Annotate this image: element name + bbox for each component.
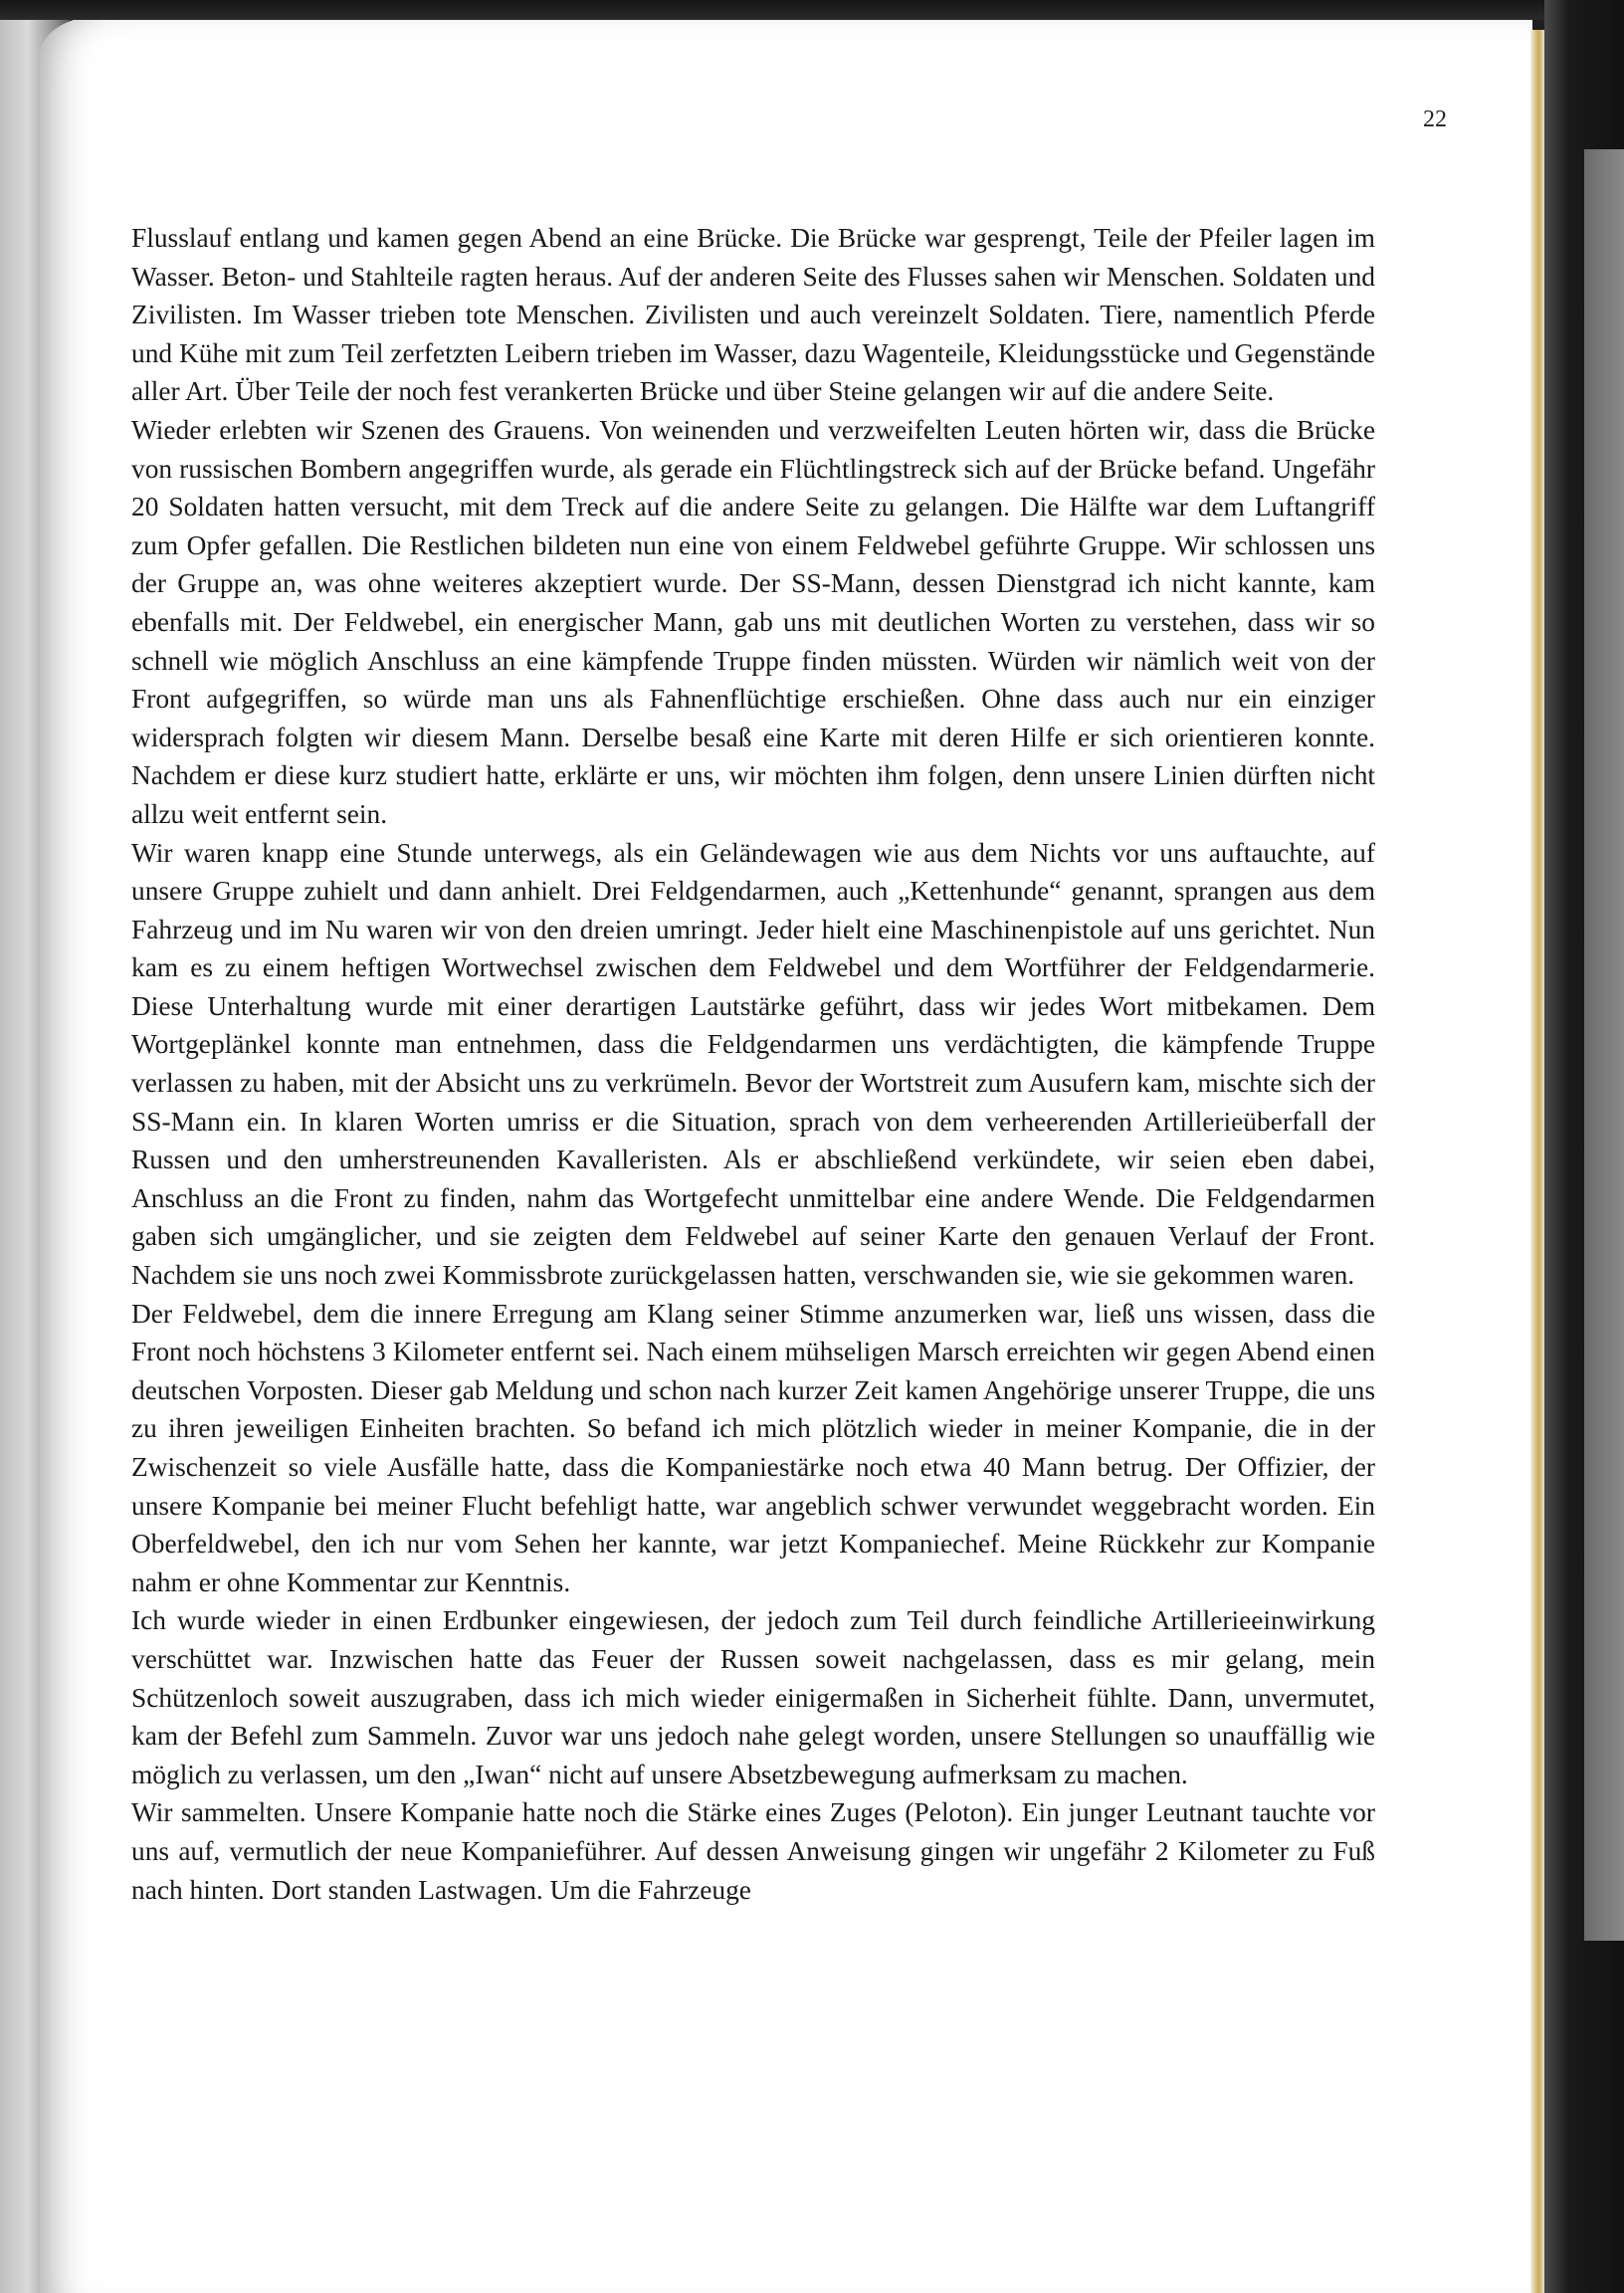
scanner-top-edge	[0, 0, 1624, 20]
page-stack-edge	[1530, 30, 1544, 2293]
paragraph: Wir sammelten. Unsere Kompanie hatte noch die Stärke eines Zuges (Peloton). Ein junger Leutnant tauchte vor uns auf, vermutlich der neue Kompanieführer. Auf dessen Anweisung gingen wir ungefähr 2 Kilometer zu Fuß nach hinten. Dort standen Lastwagen. Um die Fahrzeuge	[131, 1797, 1375, 1905]
paragraph: Der Feldwebel, dem die innere Erregung am Klang seiner Stimme anzumerken war, ließ uns wissen, dass die Front noch höchstens 3 Kilometer entfernt sei. Nach einem mühseligen Marsch erreichten wir gegen Abend einen deutschen Vorposten. Dieser gab Meldung und schon nach kurzer Zeit kamen Angehörige unserer Truppe, die uns zu ihren jeweiligen Einheiten brachten. So befand ich mich plötzlich wieder in meiner Kompanie, die in der Zwischenzeit so viele Ausfälle hatte, dass die Kompaniestärke noch etwa 40 Mann betrug. Der Offizier, der unsere Kompanie bei meiner Flucht befehligt hatte, war angeblich schwer verwundet weggebracht worden. Ein Oberfeldwebel, den ich nur vom Sehen her kannte, war jetzt Kompaniechef. Meine Rückkehr zur Kompanie nahm er ohne Kommentar zur Kenntnis.	[131, 1298, 1375, 1597]
book-cover-edge	[1584, 149, 1624, 1941]
paragraph: Wir waren knapp eine Stunde unterwegs, als ein Geländewagen wie aus dem Nichts vor uns auftauchte, auf unsere Gruppe zuhielt und dann anhielt. Drei Feldgendarmen, auch „Kettenhunde“ genannt, sprangen aus dem Fahrzeug und im Nu waren wir von den dreien umringt. Jeder hielt eine Maschinenpistole auf uns gerichtet. Nun kam es zu einem heftigen Wortwechsel zwischen dem Feldwebel und dem Wortführer der Feldgendarmerie. Diese Unterhaltung wurde mit einer derartigen Lautstärke geführt, dass wir jedes Wort mitbekamen. Dem Wortgeplänkel konnte man entnehmen, dass die Feldgendarmen uns verdächtigten, die kämpfende Truppe verlassen zu haben, mit der Absicht uns zu verkrümeln. Bevor der Wortstreit zum Ausufern kam, mischte sich der SS-Mann ein. In klaren Worten umriss er die Situation, sprach von dem verheerenden Artillerieüberfall der Russen und den umherstreunenden Kavalleristen. Als er abschließend verkündete, wir seien eben dabei, Anschluss an die Front zu finden, nahm das Wortgefecht unmittelbar eine andere Wende. Die Feldgendarmen gaben sich umgänglicher, und sie zeigten dem Feldwebel auf seiner Karte den genauen Verlauf der Front. Nachdem sie uns noch zwei Kommissbrote zurückgelassen hatten, verschwanden sie, wie sie gekommen waren.	[131, 837, 1375, 1291]
paragraph: Ich wurde wieder in einen Erdbunker eingewiesen, der jedoch zum Teil durch feindliche Artillerieeinwirkung verschüttet war. Inzwischen hatte das Feuer der Russen soweit nachgelassen, dass es mir gelang, mein Schützenloch soweit auszugraben, dass ich mich wieder einigermaßen in Sicherheit fühlte. Dann, unvermutet, kam der Befehl zum Sammeln. Zuvor war uns jedoch nahe gelegt worden, unsere Stellungen so unauffällig wie möglich zu verlassen, um den „Iwan“ nicht auf unsere Absetzbewegung aufmerksam zu machen.	[131, 1605, 1375, 1789]
paragraph: Flusslauf entlang und kamen gegen Abend an eine Brücke. Die Brücke war gesprengt, Teile der Pfeiler lagen im Wasser. Beton- und Stahlteile ragten heraus. Auf der anderen Seite des Flusses sahen wir Menschen. Soldaten und Zivilisten. Im Wasser trieben tote Menschen. Zivilisten und auch vereinzelt Soldaten. Tiere, namentlich Pferde und Kühe mit zum Teil zerfetzten Leibern trieben im Wasser, dazu Wagenteile, Kleidungsstücke und Gegenstände aller Art. Über Teile der noch fest verankerten Brücke und über Steine gelangen wir auf die andere Seite.	[131, 223, 1375, 407]
paragraph: Wieder erlebten wir Szenen des Grauens. Von weinenden und verzweifelten Leuten hörten wir, dass die Brücke von russischen Bombern angegriffen wurde, als gerade ein Flüchtlingstreck sich auf der Brücke befand. Ungefähr 20 Soldaten hatten versucht, mit dem Treck auf die andere Seite zu gelangen. Die Hälfte war dem Luftangriff zum Opfer gefallen. Die Restlichen bildeten nun eine von einem Feldwebel geführte Gruppe. Wir schlossen uns der Gruppe an, was ohne weiteres akzeptiert wurde. Der SS-Mann, dessen Dienstgrad ich nicht kannte, kam ebenfalls mit. Der Feldwebel, ein energischer Mann, gab uns mit deutlichen Worten zu verstehen, dass wir so schnell wie möglich Anschluss an eine kämpfende Truppe finden müssten. Würden wir nämlich weit von der Front aufgegriffen, so würde man uns als Fahnenflüchtige erschießen. Ohne dass auch nur ein einziger widersprach folgten wir diesem Mann. Derselbe besaß eine Karte mit deren Hilfe er sich orientieren konnte. Nachdem er diese kurz studiert hatte, erklärte er uns, wir möchten ihm folgen, denn unsere Linien dürften nicht allzu weit entfernt sein.	[131, 414, 1375, 829]
page-number: 22	[1423, 106, 1447, 132]
body-text	[131, 219, 1375, 1909]
